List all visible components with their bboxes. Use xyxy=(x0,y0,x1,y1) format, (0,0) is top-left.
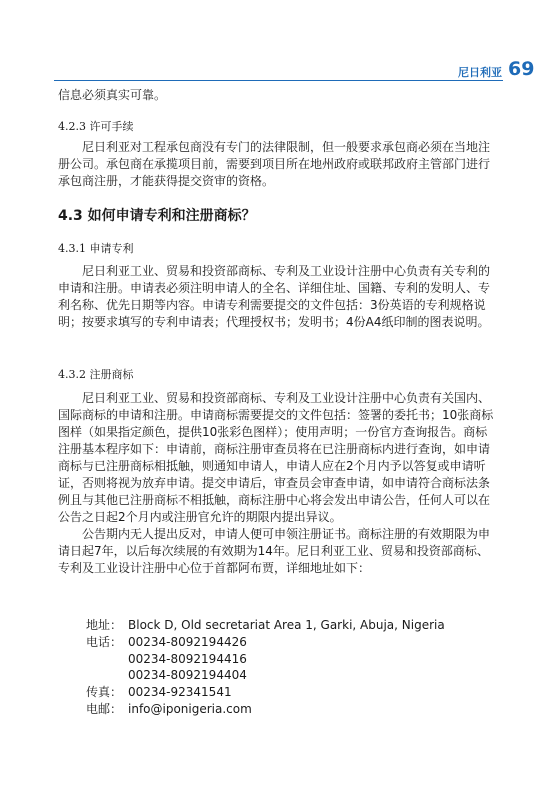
fax-value: 00234-92341541 xyxy=(128,685,232,700)
phone-value-3: 00234-8092194404 xyxy=(128,668,247,683)
address-row xyxy=(86,617,466,634)
phone-row xyxy=(86,634,466,651)
email-value: info@iponigeria.com xyxy=(128,701,252,716)
email-label: 电邮： xyxy=(86,701,123,716)
email-row xyxy=(86,701,466,718)
header-rule xyxy=(54,80,503,81)
heading-4-2-3: 4.2.3 许可手续 xyxy=(58,120,134,133)
paragraph-trademark-1: 尼日利亚工业、贸易和投资部商标、专利及工业设计注册中心负责有关国内、国际商标的申请和注册。申请商标需要提交的文件包括：签署的委托书；10张商标图样（如果指定颜色，提供10张彩色图样）；使用声明；一份官方查询报告。商标注册基本程序如下：申请前，商标注册审查员将在已注册商标内进行查询，如申请商标与已注册商标相抵触，则通知申请人，申请人应在2个月内予以答复或申请听证，否则将视为放弃申请。提交申请后，审查员会审查申请，如申请符合商标法条例且与其他已注册商标不相抵触，商标注册中心将会发出申请公告，任何人可以在公告之日起2个月内或注册官允许的期限内提出异议。 xyxy=(58,391,494,524)
continued-line: 信息必须真实可靠。 xyxy=(58,88,167,102)
fax-row xyxy=(86,684,466,701)
fax-label: 传真： xyxy=(86,685,123,700)
section-4-3-1-body xyxy=(58,263,498,331)
address-label: 地址： xyxy=(86,618,123,632)
contact-block xyxy=(86,617,466,718)
running-header-country: 尼日利亚 xyxy=(458,66,502,79)
paragraph-patent: 尼日利亚工业、贸易和投资部商标、专利及工业设计注册中心负责有关专利的申请和注册。申请表必须注明申请人的全名、详细住址、国籍、专利的发明人、专利名称、优先日期等内容。申请专利需要提交的文件包括：3份英语的专利规格说明；按要求填写的专利申请表；代理授权书；发明书；4份A4纸印制的图表说明。 xyxy=(58,264,491,329)
section-4-3-2-body xyxy=(58,390,498,577)
continued-text xyxy=(58,87,498,104)
paragraph-permit: 尼日利亚对工程承包商没有专门的法律限制，但一般要求承包商必须在当地注册公司。承包商在承揽项目前，需要到项目所在地州政府或联邦政府主管部门进行承包商注册，才能获得提交资审的资格。 xyxy=(58,140,491,188)
paragraph-trademark-2: 公告期内无人提出反对，申请人便可申领注册证书。商标注册的有效期限为申请日起7年，以后每次续展的有效期为14年。尼日利亚工业、贸易和投资部商标、专利及工业设计注册中心位于首都阿布贾，详细地址如下： xyxy=(58,527,491,575)
heading-4-3-2: 4.3.2 注册商标 xyxy=(58,368,134,381)
phone-label: 电话： xyxy=(86,634,123,649)
phone-value-2: 00234-8092194416 xyxy=(128,651,247,666)
address-value: Block D, Old secretariat Area 1, Garki, Abuja, Nigeria xyxy=(128,618,445,632)
phone-value-1: 00234-8092194426 xyxy=(128,634,247,649)
section-4-2-3-body xyxy=(58,139,498,190)
page-number: 69 xyxy=(508,58,535,80)
heading-4-3-1: 4.3.1 申请专利 xyxy=(58,242,134,255)
heading-4-3: 4.3 如何申请专利和注册商标？ xyxy=(58,208,256,224)
